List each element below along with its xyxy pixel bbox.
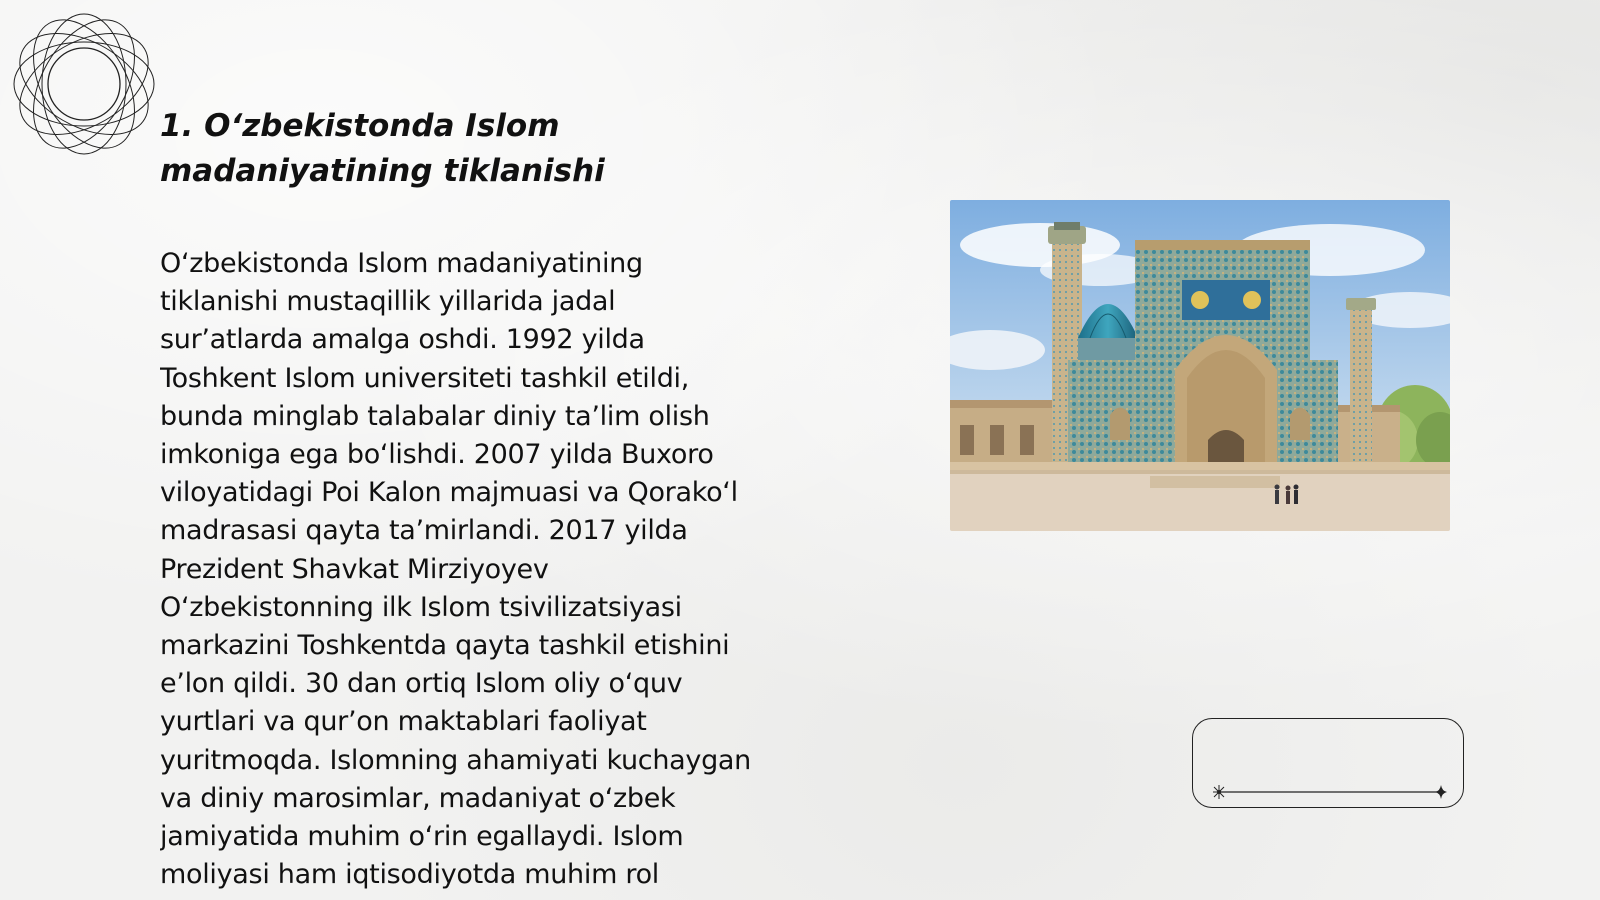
starburst-icon [1213, 785, 1226, 799]
starred-divider [1213, 785, 1447, 799]
slide-title: 1. O‘zbekistonda Islom madaniyatining tiklanishi [160, 108, 605, 189]
slide-body-text: O‘zbekistonda Islom madaniyatining tiklanishi mustaqillik yillarida jadal sur’atlarda amalga oshdi. 1992 yilda Toshkent Islom universiteti tashkil etildi, bunda minglab talabalar diniy ta’lim olish imkoniga ega bo‘lishdi. 2007 yilda Buxoro viloyatidagi Poi Kalon majmuasi va Qorako‘l madrasasi qayta ta’mirlandi. 2017 yilda Prezident Shavkat Mirziyoyev O‘zbekistonning ilk Islom tsivilizatsiyasi markazini Toshkentda qayta tashkil etishini e’lon qildi. 30 dan ortiq Islom oliy o‘quv yurtlari va qur’on maktablari faoliyat yuritmoqda. Islomning ahamiyati kuchaygan va diniy marosimlar, madaniyat o‘zbek jamiyatida muhim o‘rin egallaydi. Islom moliyasi ham iqtisodiyotda muhim rol [160, 248, 751, 891]
madrasa-photo [950, 200, 1450, 531]
four-point-star-icon [1435, 785, 1447, 799]
orbit-logo-icon [10, 10, 158, 158]
decorative-frame [1192, 718, 1464, 808]
